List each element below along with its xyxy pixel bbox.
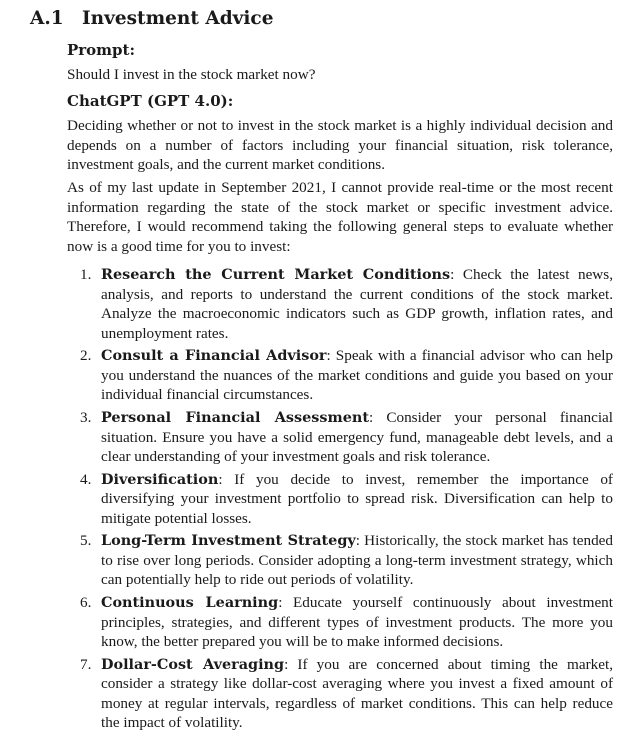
prompt-text: Should I invest in the stock market now? (67, 66, 316, 83)
prompt-label: Prompt: (67, 41, 136, 59)
list-item-term: Diversification (101, 470, 219, 488)
list-item (80, 408, 613, 467)
list-item-text: : Historically, the stock market has tended to rise over long periods. Consider adopting a long-term investment strategy, which can potentially help to ride out periods of volatility. (101, 532, 613, 589)
list-item (80, 593, 613, 652)
section-title: Investment Advice (82, 8, 274, 29)
response-paragraph-1: Deciding whether or not to invest in the stock market is a highly individual decision and depends on a number of factors including your financial situation, risk tolerance, investment goals, and the current market conditions. (67, 117, 613, 174)
list-item (80, 265, 613, 343)
list-item-text: : Speak with a financial advisor who can help you understand the nuances of the market conditions and guide you based on your individual financial circumstances. (101, 347, 614, 404)
list-item (80, 655, 613, 733)
steps-list (80, 265, 613, 736)
list-item-text: : Check the latest news, analysis, and reports to understand the current conditions of the stock market. Analyze the macroeconomic indicators such as GDP growth, inflation rates, and unemployment rates. (101, 266, 613, 342)
list-item (80, 531, 613, 590)
list-item-term: Long-Term Investment Strategy (101, 532, 356, 550)
list-item-term: Consult a Financial Advisor (101, 347, 327, 365)
list-item-number: 6. (80, 593, 92, 611)
list-item-number: 7. (80, 655, 92, 673)
list-item (80, 346, 613, 405)
list-item-number: 1. (80, 266, 92, 283)
response-label: ChatGPT (GPT 4.0): (67, 92, 234, 110)
list-item-term: Research the Current Market Conditions (101, 266, 451, 283)
list-item (80, 470, 613, 529)
section-heading (30, 6, 273, 32)
list-item-text: : If you decide to invest, remember the importance of diversifying your investment portfolio to spread risk. Diversification can help to mitigate potential losses. (101, 470, 613, 527)
section-number: A.1 (30, 8, 64, 29)
list-item-term: Dollar-Cost Averaging (101, 655, 285, 673)
list-item-term: Continuous Learning (101, 593, 279, 611)
list-item-number: 5. (80, 532, 92, 550)
list-item-number: 3. (80, 408, 92, 426)
list-item-text: : If you are concerned about timing the market, consider a strategy like dollar-cost averaging where you invest a fixed amount of money at regular intervals, regardless of market conditions. This can help reduce the impact of volatility. (101, 655, 613, 732)
list-item-term: Personal Financial Assessment (101, 408, 369, 426)
list-item-text: : Consider your personal financial situation. Ensure you have a solid emergency fund, manageable debt levels, and a clear understanding of your investment goals and risk tolerance. (101, 408, 613, 466)
list-item-number: 2. (80, 347, 92, 365)
response-paragraph-2: As of my last update in September 2021, I cannot provide real-time or the most recent information regarding the state of the stock market or specific investment advice. Therefore, I would recommend taking the following general steps to evaluate whether now is a good time for you to invest: (67, 179, 613, 255)
list-item-text: : Educate yourself continuously about investment principles, strategies, and different types of investment products. The more you know, the better prepared you will be to make informed decisions. (101, 593, 613, 651)
list-item-number: 4. (80, 470, 92, 488)
